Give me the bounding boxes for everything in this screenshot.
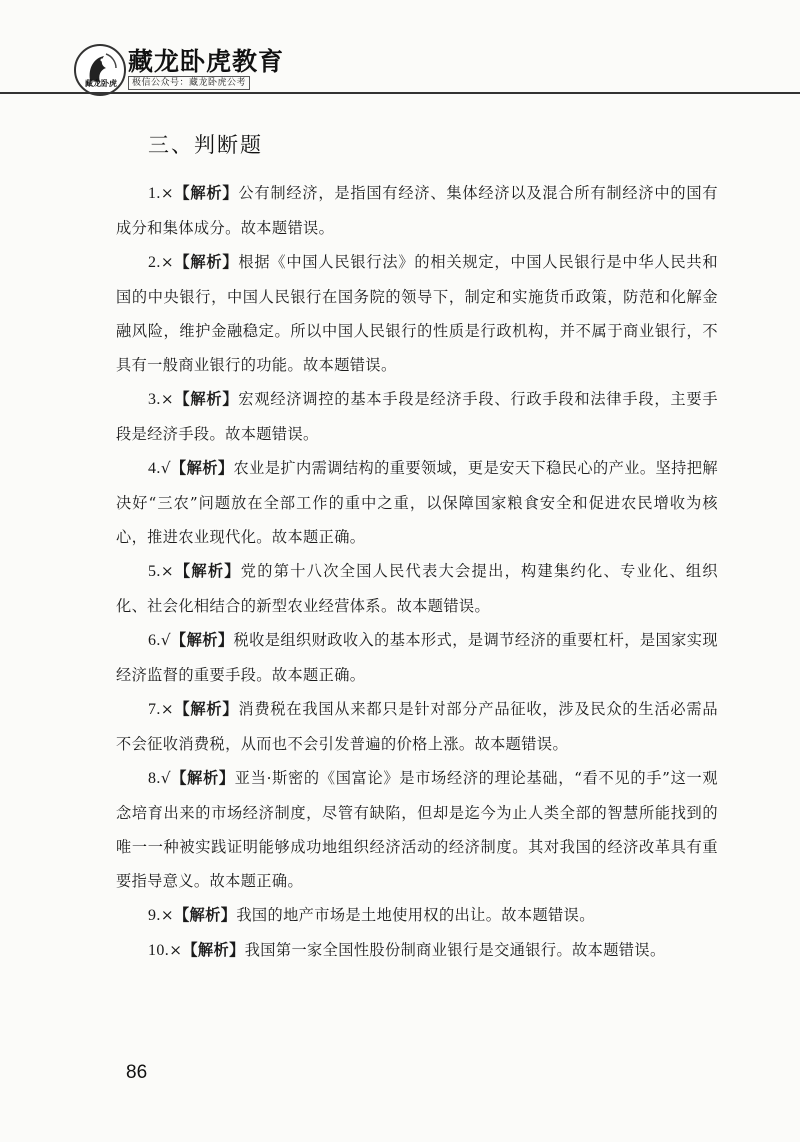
- answer-text: 亚当·斯密的《国富论》是市场经济的理论基础，“看不见的手”这一观念培育出来的市场经济制度，尽管有缺陷，但却是迄今为止人类全部的智慧所能找到的唯一一种被实践证明能够成功地组织经济活动的经济制度。其对我国的经济改革具有重要指导意义。故本题正确。: [116, 769, 718, 890]
- answer-item-7: [116, 692, 718, 761]
- answer-item-6: [116, 623, 718, 692]
- logo-caption: 藏龙卧虎: [85, 79, 117, 88]
- answer-mark: √: [160, 631, 171, 649]
- answer-item-3: [116, 382, 718, 451]
- analysis-tag: 【解析】: [173, 184, 239, 202]
- section-title: 三、判断题: [148, 133, 263, 157]
- page-number: 86: [126, 1062, 148, 1083]
- answer-text: 公有制经济，是指国有经济、集体经济以及混合所有制经济中的国有成分和集体成分。故本题错误。: [116, 184, 718, 237]
- answer-mark: ×: [160, 700, 174, 718]
- answer-mark: ×: [160, 906, 174, 924]
- analysis-tag: 【解析】: [173, 562, 241, 580]
- answer-text: 我国的地产市场是土地使用权的出让。故本题错误。: [236, 906, 595, 924]
- brand-tagline: 极信公众号：藏龙卧虎公考: [128, 76, 250, 90]
- answer-text: 党的第十八次全国人民代表大会提出，构建集约化、专业化、组织化、社会化相结合的新型农业经营体系。故本题错误。: [116, 562, 718, 615]
- analysis-tag: 【解析】: [170, 631, 234, 649]
- answer-item-2: [116, 245, 718, 382]
- answer-number: 2.: [148, 254, 161, 271]
- analysis-tag: 【解析】: [173, 390, 239, 408]
- analysis-tag: 【解析】: [173, 700, 239, 718]
- answer-number: 3.: [148, 391, 161, 408]
- analysis-tag: 【解析】: [173, 253, 239, 271]
- answer-mark: ×: [169, 941, 183, 959]
- answer-item-5: [116, 554, 718, 623]
- answer-number: 5.: [148, 563, 161, 580]
- answer-text: 农业是扩内需调结构的重要领域，更是安天下稳民心的产业。坚持把解决好“三农”问题放在全部工作的重中之重，以保障国家粮食安全和促进农民增收为核心，推进农业现代化。故本题正确。: [116, 459, 718, 546]
- answer-mark: √: [160, 769, 171, 787]
- answer-text: 消费税在我国从来都只是针对部分产品征收，涉及民众的生活必需品不会征收消费税，从而也不会引发普遍的价格上涨。故本题错误。: [116, 700, 718, 753]
- header-divider: [0, 92, 800, 94]
- answer-mark: √: [160, 459, 171, 477]
- analysis-tag: 【解析】: [182, 941, 245, 959]
- answer-mark: ×: [160, 184, 174, 202]
- answer-text: 我国第一家全国性股份制商业银行是交通银行。故本题错误。: [244, 941, 666, 959]
- answer-number: 4.: [148, 460, 161, 477]
- answer-mark: ×: [160, 253, 174, 271]
- brand-title: 藏龙卧虎教育: [128, 47, 285, 76]
- answer-mark: ×: [160, 390, 174, 408]
- answer-item-10: [116, 933, 718, 968]
- answer-mark: ×: [160, 562, 174, 580]
- answer-item-1: [116, 176, 718, 245]
- answer-text: 宏观经济调控的基本手段是经济手段、行政手段和法律手段，主要手段是经济手段。故本题错误。: [116, 390, 718, 443]
- answer-number: 6.: [148, 632, 161, 649]
- analysis-tag: 【解析】: [170, 459, 234, 477]
- answer-number: 1.: [148, 185, 161, 202]
- answer-number: 8.: [148, 770, 161, 787]
- answer-number: 10.: [148, 942, 170, 959]
- answer-list: [116, 176, 718, 968]
- answer-number: 9.: [148, 907, 161, 924]
- answer-item-4: [116, 451, 718, 554]
- analysis-tag: 【解析】: [170, 769, 235, 787]
- answer-item-9: [116, 898, 718, 933]
- answer-number: 7.: [148, 701, 161, 718]
- page-header: [0, 0, 800, 92]
- answer-text: 税收是组织财政收入的基本形式，是调节经济的重要杠杆，是国家实现经济监督的重要手段。故本题正确。: [116, 631, 718, 684]
- analysis-tag: 【解析】: [173, 906, 237, 924]
- answer-text: 根据《中国人民银行法》的相关规定，中国人民银行是中华人民共和国的中央银行，中国人民银行在国务院的领导下，制定和实施货币政策，防范和化解金融风险，维护金融稳定。所以中国人民银行的性质是行政机构，并不属于商业银行，不具有一般商业银行的功能。故本题错误。: [116, 253, 718, 374]
- answer-item-8: [116, 761, 718, 898]
